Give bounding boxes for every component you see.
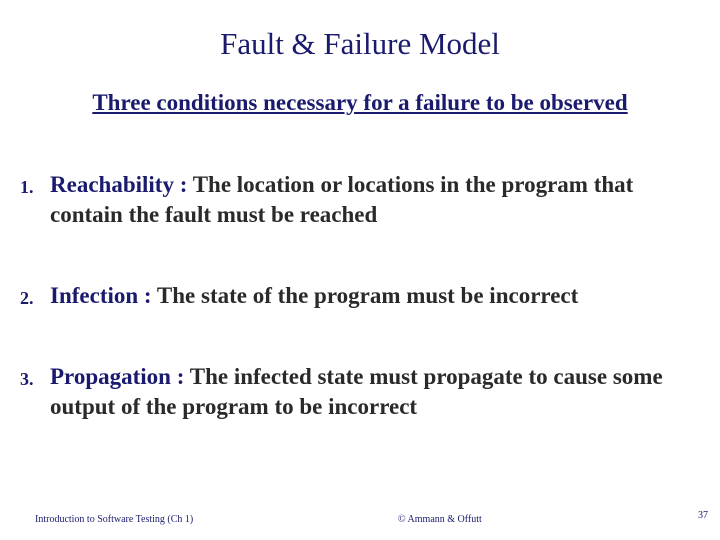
- item-body: [50, 281, 578, 311]
- item-body: [50, 170, 710, 230]
- item-number: 2.: [20, 288, 34, 308]
- item-term: Infection :: [50, 283, 152, 308]
- condition-item-reachability: [20, 170, 710, 230]
- item-description: The location or locations in the program that contain the fault must be reached: [50, 172, 634, 227]
- slide-title: Fault & Failure Model: [220, 26, 500, 61]
- footer-course-title: Introduction to Software Testing (Ch 1): [35, 514, 194, 525]
- item-description: The state of the program must be incorrect: [151, 283, 579, 308]
- item-term: Propagation :: [50, 364, 185, 389]
- condition-item-propagation: [20, 362, 710, 422]
- condition-item-infection: [20, 281, 710, 313]
- item-description: The infected state must propagate to cause some output of the program to be incorrect: [50, 364, 663, 419]
- item-body: [50, 362, 710, 422]
- item-term: Reachability :: [50, 172, 188, 197]
- footer-page-number: 37: [698, 510, 708, 521]
- slide-subtitle: Three conditions necessary for a failure to be observed: [92, 90, 628, 115]
- item-number: 3.: [20, 369, 34, 389]
- footer-copyright: © Ammann & Offutt: [398, 514, 482, 525]
- item-number: 1.: [20, 177, 34, 197]
